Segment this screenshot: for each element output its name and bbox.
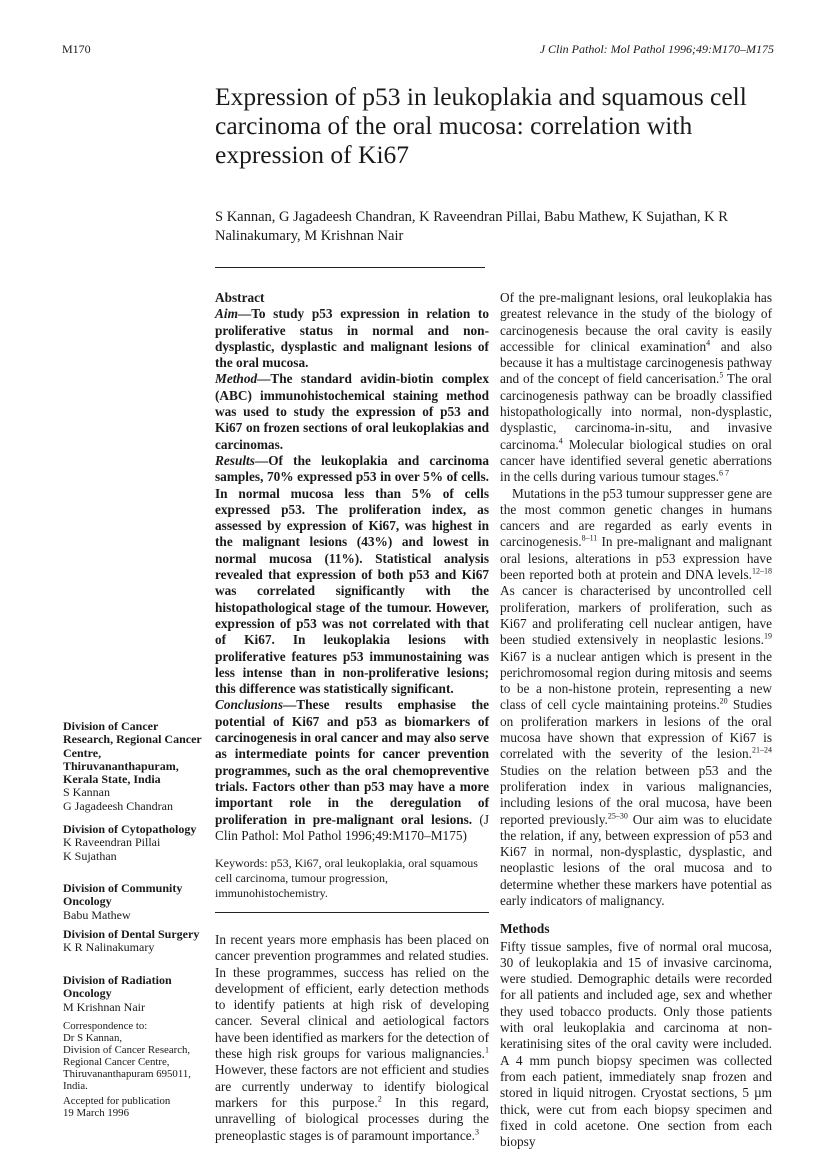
author-list: S Kannan, G Jagadeesh Chandran, K Raveendran Pillai, Babu Mathew, K Sujathan, K R Nalinakumary, M Krishnan Nair [215, 209, 728, 244]
intro-paragraph-2: Mutations in the p53 tumour suppresser gene are the most common genetic changes in humans cancers and are regarded as early events in carcinogenesis.$^{8-11}$ In pre-malignant and malignant oral lesions, alterations in p53 expression have been reported both at protein and DNA levels.$^{12-18}$ As cancer is characterised by uncontrolled cell proliferation, markers of proliferation, such as Ki67 and proliferating cell nuclear antigen, have been studied extensively in neoplastic lesions.$^{19}$ Ki67 is a nuclear antigen which is present in the perichromosomal region during mitosis and seems to be a non-histone protein, representing a new class of cell cycle maintaining proteins.$^{20}$ Studies on proliferation markers in lesions of the oral mucosa have shown that expression of Ki67 is correlated with the severity of the lesion.$^{21-24}$ Studies on the relation between p53 and the proliferation index in various malignancies, including lesions of the oral mucosa, have been reported previously.$^{25-30}$ Our aim was to elucidate the relation, if any, between expression of p53 and Ki67 in normal, non-dysplastic, dysplastic, and neoplastic lesions of the oral mucosa and to determine whether these markers have potential as early indicators of malignancy. [500, 485, 772, 908]
keywords-divider [215, 912, 489, 913]
journal-citation: J Clin Pathol: Mol Pathol 1996;49:M170–M175 [539, 42, 774, 56]
abstract [215, 290, 489, 844]
introduction-paragraph: In recent years more emphasis has been placed on cancer prevention programmes and related studies. In these programmes, success has relied on the development of efficient, early detection methods to identify patients at high risk of developing cancer. Several clinical and aetiological factors have been identified as markers for the detection of these high risk groups for various malignancies.$^1$ However, these factors are not efficient and studies are currently underway to identify biological markers for this purpose.$^2$ In this regard, unravelling of biological processes during the preneoplastic stages is of paramount importance.$^3$ [215, 932, 490, 1143]
intro-paragraph-1: Of the pre-malignant lesions, oral leukoplakia has greatest relevance in the study of the biology of carcinogenesis because the oral cavity is easily accessible for clinical examination$^4$ and also because it has a multistage carcinogenesis pathway and of the concept of field cancerisation.$^5$ The oral carcinogenesis pathway can be broadly classified histopathologically into normal, non-dysplastic, dysplastic, carcinoma-in-situ, and invasive carcinoma.$^4$ Molecular biological studies on oral cancer have identified several genetic aberrations in the cells during various tumour stages.$^{6 7}$ [500, 290, 772, 485]
abstract-aim: Aim—To study p53 expression in relation to proliferative status in normal and non-dysplastic, dysplastic and malignant lesions of the oral mucosa. [215, 306, 489, 371]
affiliation-3: Division of Community Oncology Babu Mathew [63, 881, 183, 922]
abstract-method: Method—The standard avidin-biotin complex (ABC) immunohistochemical staining method was used to study the expression of p53 and Ki67 on frozen sections of oral leukoplakias and carcinomas. [215, 371, 489, 452]
methods-paragraph: Fifty tissue samples, five of normal oral mucosa, 30 of leukoplakia and 15 of invasive carcinoma, were studied. Demographic details were recorded for all patients and included age, sex and whether they used tobacco products. Only those patients with oral leukoplakia and carcinoma at non-keratinising sites of the oral cavity were included. A 4 mm punch biopsy specimen was collected from each patient, immediately snap frozen and stored in liquid nitrogen. Cryostat sections, 5 µm thick, were cut from each biopsy specimen and fixed in cold acetone. One section from each biopsy [500, 938, 772, 1150]
affiliation-5: Division of Radiation Oncology M Krishnan Nair [63, 973, 172, 1014]
affiliation-2: Division of Cytopathology K Raveendran Pillai K Sujathan [63, 822, 197, 863]
right-column [500, 290, 772, 1150]
correspondence: Correspondence to: Dr S Kannan, Division of Cancer Research, Regional Cancer Centre, Thiruvananthapuram 695011, India. [63, 1020, 191, 1092]
abstract-results: Results—Of the leukoplakia and carcinoma samples, 70% expressed p53 in over 5% of cells. In normal mucosa less than 5% of cells expressed p53. The proliferation index, as assessed by expression of Ki67, was highest in the malignant lesions (43%) and lowest in normal mucosa (11%). Statistical analysis revealed that expression of both p53 and Ki67 was correlated significantly with the histopathological stage of the tumour. However, expression of p53 was not correlated with that of Ki67. In leukoplakia lesions with proliferative features p53 immunostaining was less intense than in non-proliferative lesions; this difference was statistically significant. [215, 452, 489, 697]
affiliation-1: Division of Cancer Research, Regional Cancer Centre, Thiruvananthapuram, Kerala State, India S Kannan G Jagadeesh Chandran [63, 719, 202, 813]
article-title: Expression of p53 in leukoplakia and squamous cell carcinoma of the oral mucosa: correlation with expression of Ki67 [215, 82, 747, 169]
abstract-conclusions: Conclusions—These results emphasise the potential of Ki67 and p53 as biomarkers of carcinogenesis in oral cancer and may also serve as intermediate points for cancer prevention programmes, such as the oral chemopreventive trials. Factors other than p53 may have a more important role in the deregulation of proliferation in pre-malignant oral lesions. (J Clin Pathol: Mol Pathol 1996;49:M170–M175) [215, 697, 489, 843]
accepted-date: Accepted for publication 19 March 1996 [63, 1095, 171, 1119]
page-number: M170 [62, 42, 91, 56]
methods-heading: Methods [500, 921, 550, 937]
affiliation-4: Division of Dental Surgery K R Nalinakumary [63, 927, 200, 955]
abstract-heading: Abstract [215, 290, 265, 305]
keywords: Keywords: p53, Ki67, oral leukoplakia, oral squamous cell carcinoma, tumour progression, immunohistochemistry. [215, 856, 478, 900]
title-divider [215, 267, 485, 268]
abstract-citation: (J Clin Pathol: Mol Pathol 1996;49:M170–M175) [215, 811, 489, 843]
